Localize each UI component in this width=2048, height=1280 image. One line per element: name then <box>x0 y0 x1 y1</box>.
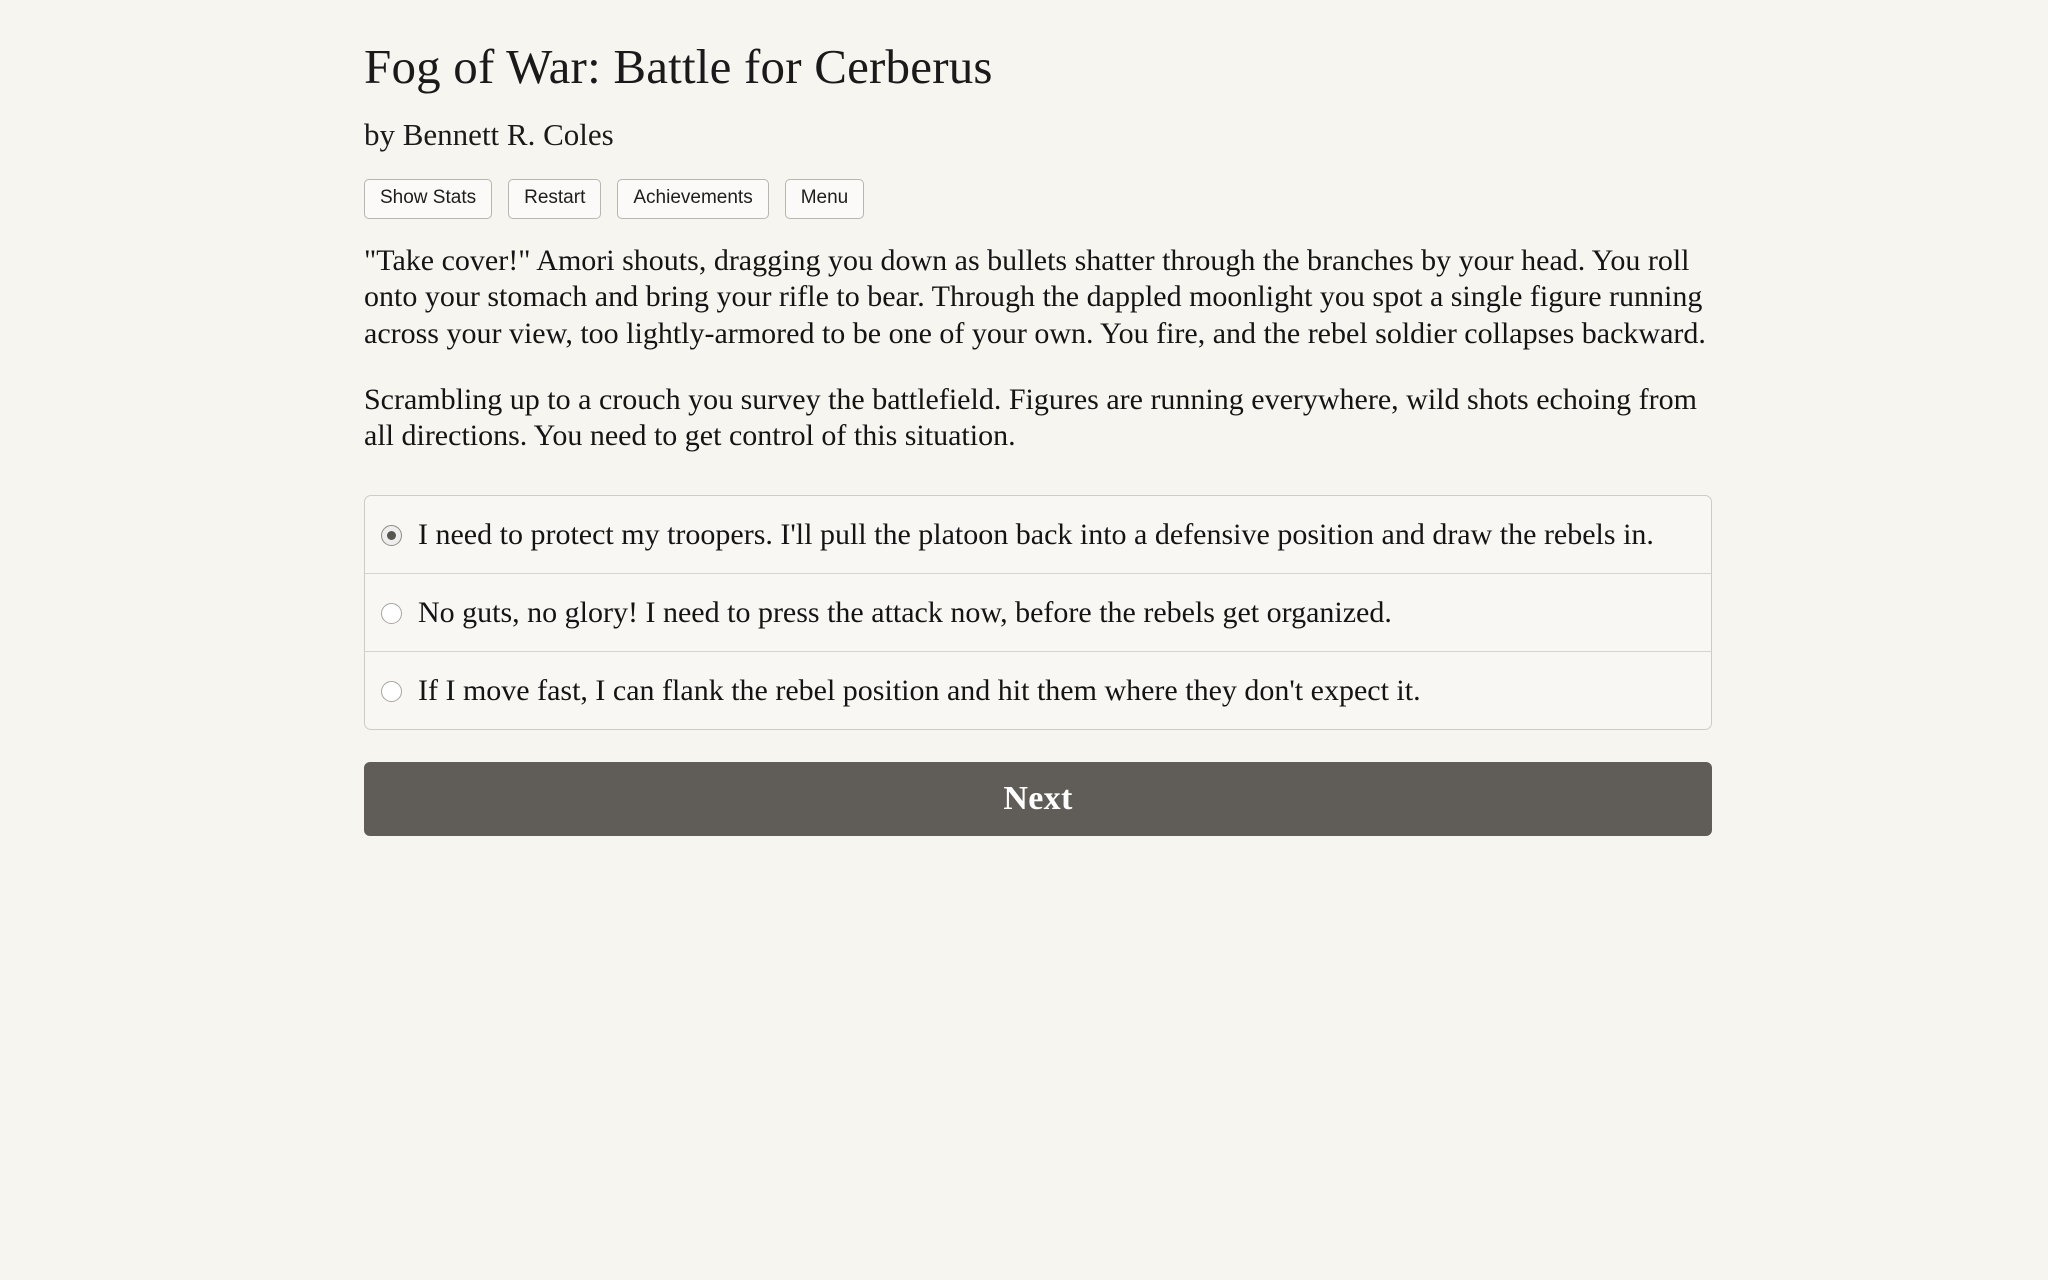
content-container <box>364 0 1712 836</box>
story-paragraph-1: "Take cover!" Amori shouts, dragging you down as bullets shatter through the branches by your head. You roll onto your stomach and bring your rifle to bear. Through the dappled moonlight you spot a single figure running across your view, too lightly-armored to be one of your own. You fire, and the rebel soldier collapses backward. <box>364 243 1706 351</box>
radio-selected-icon[interactable] <box>381 525 402 546</box>
radio-unselected-icon[interactable] <box>381 681 402 702</box>
toolbar <box>364 153 1712 219</box>
choice-label: I need to protect my troopers. I'll pull the platoon back into a defensive position and draw the rebels in. <box>418 517 1654 551</box>
choice-option-3[interactable] <box>365 652 1711 729</box>
achievements-button[interactable]: Achievements <box>617 179 768 219</box>
story-text <box>364 219 1712 455</box>
story-paragraph-2: Scrambling up to a crouch you survey the battlefield. Figures are running everywhere, wild shots echoing from all directions. You need to get control of this situation. <box>364 382 1697 453</box>
radio-unselected-icon[interactable] <box>381 603 402 624</box>
choice-label: If I move fast, I can flank the rebel position and hit them where they don't expect it. <box>418 674 1421 708</box>
author-byline: by Bennett R. Coles <box>364 117 614 152</box>
page-title: Fog of War: Battle for Cerberus <box>364 39 993 94</box>
choice-list <box>364 495 1712 731</box>
menu-button[interactable]: Menu <box>785 179 865 219</box>
choice-option-1[interactable] <box>365 496 1711 574</box>
choice-option-2[interactable] <box>365 574 1711 652</box>
show-stats-button[interactable]: Show Stats <box>364 179 492 219</box>
next-button[interactable]: Next <box>364 762 1712 836</box>
choice-label: No guts, no glory! I need to press the attack now, before the rebels get organized. <box>418 596 1392 630</box>
restart-button[interactable]: Restart <box>508 179 601 219</box>
